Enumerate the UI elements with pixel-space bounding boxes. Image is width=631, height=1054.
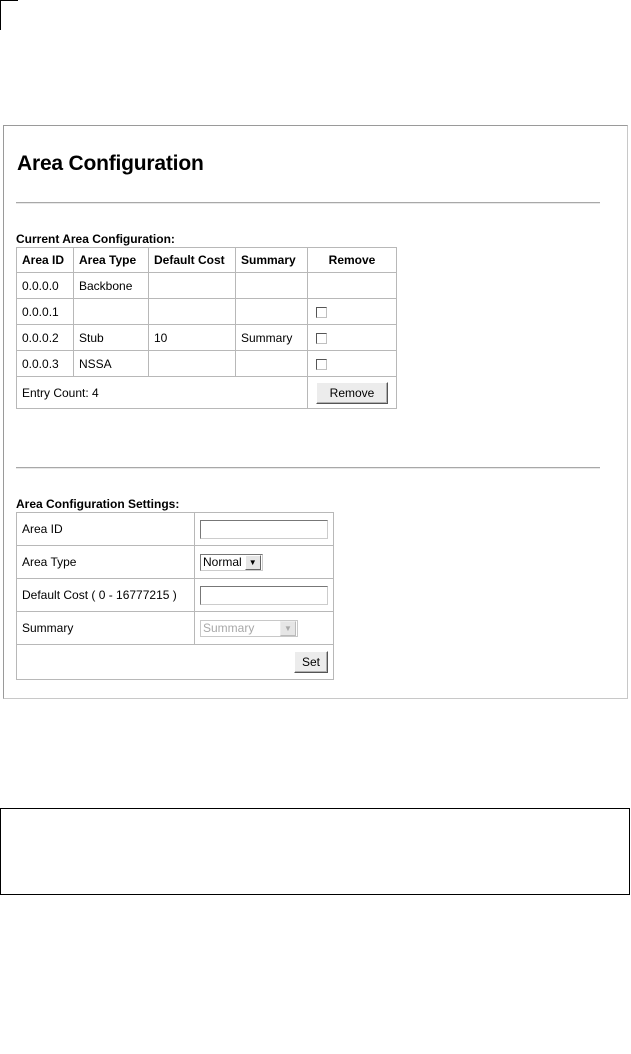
default-cost-cell: 10 [149, 325, 236, 351]
entry-count: Entry Count: 4 [17, 377, 308, 409]
page-corner-mark [0, 0, 18, 30]
settings-row-default-cost [17, 579, 334, 612]
area-settings-table [16, 512, 334, 680]
column-header-default-cost: Default Cost [149, 248, 236, 273]
remove-cell [308, 325, 397, 351]
set-button-cell [17, 645, 334, 680]
summary-select[interactable] [200, 620, 298, 637]
remove-checkbox-0-0-0-3[interactable] [316, 359, 327, 370]
settings-row-area-id [17, 513, 334, 546]
note-box [0, 808, 630, 895]
summary-label: Summary [17, 612, 195, 645]
area-type-label: Area Type [17, 546, 195, 579]
default-cost-input-cell [195, 579, 334, 612]
summary-cell: Summary [236, 325, 308, 351]
settings-section-title: Area Configuration Settings: [16, 497, 180, 511]
chevron-down-icon: ▼ [280, 621, 296, 636]
remove-cell [308, 351, 397, 377]
chevron-down-icon: ▼ [245, 555, 261, 570]
remove-cell [308, 299, 397, 325]
summary-cell [236, 299, 308, 325]
column-header-remove: Remove [308, 248, 397, 273]
settings-row-summary [17, 612, 334, 645]
summary-select-cell [195, 612, 334, 645]
area-type-cell [74, 299, 149, 325]
area-type-select[interactable] [200, 554, 263, 571]
area-type-selected-value: Normal [203, 555, 242, 569]
default-cost-input[interactable] [200, 586, 328, 605]
default-cost-label: Default Cost ( 0 - 16777215 ) [17, 579, 195, 612]
table-header-row [17, 248, 397, 273]
area-id-input-cell [195, 513, 334, 546]
area-type-cell: NSSA [74, 351, 149, 377]
settings-row-actions [17, 645, 334, 680]
default-cost-cell [149, 273, 236, 299]
area-id-label: Area ID [17, 513, 195, 546]
default-cost-cell [149, 299, 236, 325]
divider [16, 467, 600, 469]
area-type-cell: Stub [74, 325, 149, 351]
current-area-section-title: Current Area Configuration: [16, 232, 175, 246]
table-footer-row [17, 377, 397, 409]
area-id-cell: 0.0.0.0 [17, 273, 74, 299]
area-type-select-cell [195, 546, 334, 579]
page-title: Area Configuration [17, 152, 204, 175]
remove-checkbox-0-0-0-1[interactable] [316, 307, 327, 318]
area-type-cell: Backbone [74, 273, 149, 299]
settings-row-area-type [17, 546, 334, 579]
divider [16, 202, 600, 204]
set-button[interactable]: Set [294, 651, 328, 673]
area-id-cell: 0.0.0.3 [17, 351, 74, 377]
remove-cell [308, 273, 397, 299]
remove-checkbox-0-0-0-2[interactable] [316, 333, 327, 344]
summary-cell [236, 351, 308, 377]
column-header-area-type: Area Type [74, 248, 149, 273]
default-cost-cell [149, 351, 236, 377]
column-header-summary: Summary [236, 248, 308, 273]
remove-button[interactable]: Remove [316, 382, 389, 404]
remove-button-cell [308, 377, 397, 409]
area-id-cell: 0.0.0.1 [17, 299, 74, 325]
table-row [17, 351, 397, 377]
summary-selected-value: Summary [203, 621, 255, 635]
area-configuration-panel [3, 125, 628, 699]
table-row [17, 273, 397, 299]
current-area-table [16, 247, 397, 409]
summary-cell [236, 273, 308, 299]
table-row [17, 299, 397, 325]
column-header-area-id: Area ID [17, 248, 74, 273]
area-id-input[interactable] [200, 520, 328, 539]
table-row [17, 325, 397, 351]
area-id-cell: 0.0.0.2 [17, 325, 74, 351]
